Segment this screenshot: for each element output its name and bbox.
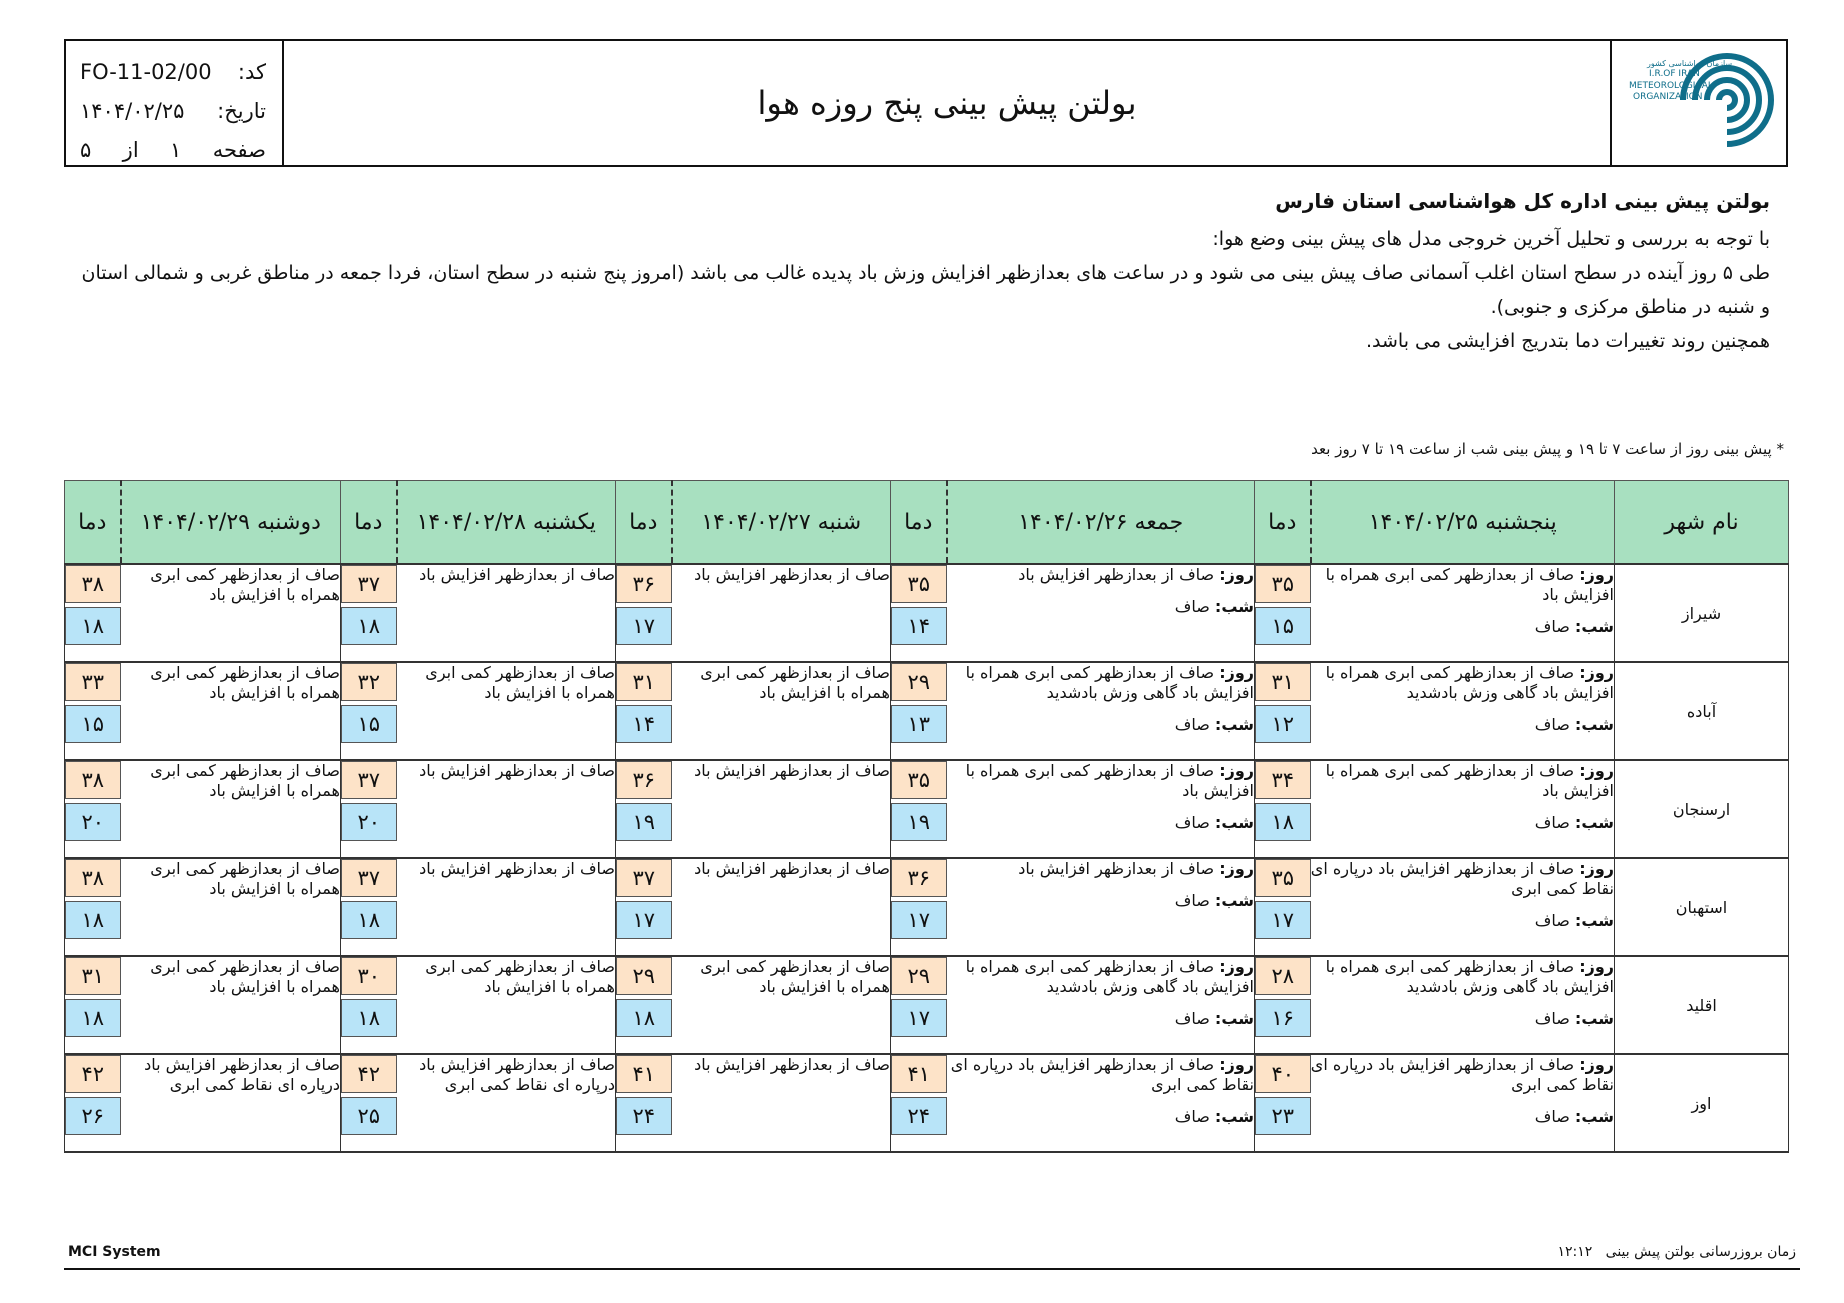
night-forecast bbox=[947, 891, 1255, 911]
max-temp: ۳۸ bbox=[65, 859, 121, 897]
forecast-text: صاف از بعدازظهر افزایش باد درپاره ای نقاط کمی ابری bbox=[121, 1054, 341, 1152]
forecast-time-note: * پیش بینی روز از ساعت ۷ تا ۱۹ و پیش بینی شب از ساعت ۱۹ تا ۷ روز بعد bbox=[1311, 440, 1784, 458]
logo-text-iran: I.R.OF IRAN bbox=[1649, 69, 1700, 79]
table-row bbox=[65, 662, 1789, 760]
date-label: تاریخ: bbox=[217, 99, 266, 123]
night-label: شب: bbox=[1214, 891, 1254, 910]
max-temp: ۳۰ bbox=[341, 957, 397, 995]
temp-cell bbox=[891, 1054, 947, 1152]
temp-cell bbox=[341, 564, 397, 662]
min-temp: ۱۷ bbox=[1255, 901, 1311, 939]
min-temp: ۱۸ bbox=[341, 607, 397, 645]
night-label: شب: bbox=[1214, 1107, 1254, 1126]
code-value: FO-11-02/00 bbox=[80, 60, 212, 84]
day-forecast bbox=[947, 761, 1255, 801]
min-temp: ۱۹ bbox=[891, 803, 947, 841]
max-temp: ۳۵ bbox=[891, 761, 947, 799]
day-forecast bbox=[947, 565, 1255, 585]
table-row bbox=[65, 1054, 1789, 1152]
night-label: شب: bbox=[1214, 813, 1254, 832]
forecast-text: صاف از بعدازظهر کمی ابری همراه با افزایش باد bbox=[121, 760, 341, 858]
day-night-forecast bbox=[1311, 1054, 1615, 1152]
day-forecast bbox=[1311, 1055, 1615, 1095]
max-temp: ۲۹ bbox=[891, 957, 947, 995]
max-temp: ۴۲ bbox=[65, 1055, 121, 1093]
night-forecast-text: صاف bbox=[1534, 617, 1570, 636]
min-temp: ۱۸ bbox=[616, 999, 672, 1037]
max-temp: ۳۵ bbox=[1255, 859, 1311, 897]
forecast-text: صاف از بعدازظهر افزایش باد bbox=[397, 858, 616, 956]
temp-cell bbox=[891, 956, 947, 1054]
forecast-text: صاف از بعدازظهر کمی ابری همراه با افزایش باد bbox=[672, 662, 891, 760]
temp-header: دما bbox=[616, 481, 672, 565]
city-name: اوز bbox=[1615, 1054, 1789, 1152]
page-number: ۱ bbox=[170, 138, 182, 162]
forecast-text: صاف از بعدازظهر افزایش باد درپاره ای نقاط کمی ابری bbox=[397, 1054, 616, 1152]
temp-cell bbox=[1255, 760, 1311, 858]
forecast-text: صاف از بعدازظهر کمی ابری همراه با افزایش باد bbox=[121, 858, 341, 956]
temp-cell bbox=[616, 858, 672, 956]
forecast-text: صاف از بعدازظهر افزایش باد bbox=[672, 760, 891, 858]
temp-header: دما bbox=[65, 481, 121, 565]
day-forecast-text: صاف از بعدازظهر کمی ابری همراه با افزایش باد گاهی وزش بادشدید bbox=[1325, 957, 1614, 996]
temp-cell bbox=[65, 956, 121, 1054]
min-temp: ۱۸ bbox=[341, 901, 397, 939]
city-name: استهبان bbox=[1615, 858, 1789, 956]
night-label: شب: bbox=[1574, 617, 1614, 636]
max-temp: ۳۸ bbox=[65, 761, 121, 799]
min-temp: ۱۸ bbox=[341, 999, 397, 1037]
day-label: روز: bbox=[1219, 663, 1254, 682]
night-label: شب: bbox=[1574, 1107, 1614, 1126]
summary-heading: بولتن پیش بینی اداره کل هواشناسی استان فارس bbox=[1275, 189, 1770, 213]
table-row bbox=[65, 564, 1789, 662]
max-temp: ۳۷ bbox=[341, 859, 397, 897]
logo-text-meteorological: METEOROLOGICAL bbox=[1629, 81, 1713, 91]
night-forecast-text: صاف bbox=[1534, 715, 1570, 734]
summary-line-1: با توجه به بررسی و تحلیل آخرین خروجی مدل های پیش بینی وضع هوا: bbox=[1212, 228, 1770, 250]
temp-cell bbox=[341, 662, 397, 760]
day-label: روز: bbox=[1579, 859, 1614, 878]
max-temp: ۳۳ bbox=[65, 663, 121, 701]
bulletin-header bbox=[64, 39, 1788, 167]
min-temp: ۱۵ bbox=[341, 705, 397, 743]
min-temp: ۱۴ bbox=[616, 705, 672, 743]
day-forecast-text: صاف از بعدازظهر کمی ابری همراه با افزایش باد گاهی وزش بادشدید bbox=[965, 957, 1254, 996]
temp-cell bbox=[891, 760, 947, 858]
day-forecast-text: صاف از بعدازظهر افزایش باد درپاره ای نقاط کمی ابری bbox=[950, 1055, 1254, 1094]
min-temp: ۱۵ bbox=[65, 705, 121, 743]
max-temp: ۲۹ bbox=[616, 957, 672, 995]
temp-cell bbox=[1255, 1054, 1311, 1152]
max-temp: ۴۲ bbox=[341, 1055, 397, 1093]
forecast-text: صاف از بعدازظهر کمی ابری همراه با افزایش باد bbox=[397, 956, 616, 1054]
day-night-forecast bbox=[1311, 760, 1615, 858]
day-label: روز: bbox=[1219, 859, 1254, 878]
day-forecast bbox=[947, 663, 1255, 703]
temp-cell bbox=[1255, 564, 1311, 662]
night-label: شب: bbox=[1214, 715, 1254, 734]
day-night-forecast bbox=[1311, 956, 1615, 1054]
page-label: صفحه bbox=[212, 138, 266, 162]
document-code-box bbox=[66, 41, 284, 165]
min-temp: ۲۶ bbox=[65, 1097, 121, 1135]
min-temp: ۱۲ bbox=[1255, 705, 1311, 743]
day-forecast bbox=[947, 1055, 1255, 1095]
logo-text-organization: ORGANIZATION bbox=[1633, 92, 1703, 102]
day-label: روز: bbox=[1219, 957, 1254, 976]
temp-cell bbox=[65, 662, 121, 760]
temp-cell bbox=[341, 1054, 397, 1152]
night-label: شب: bbox=[1574, 911, 1614, 930]
day-night-forecast bbox=[947, 662, 1255, 760]
night-forecast bbox=[1311, 715, 1615, 735]
night-forecast bbox=[1311, 617, 1615, 637]
day-header-5: دوشنبه ۱۴۰۴/۰۲/۲۹ bbox=[121, 481, 341, 565]
temp-cell bbox=[341, 956, 397, 1054]
day-label: روز: bbox=[1579, 1055, 1614, 1074]
min-temp: ۲۰ bbox=[65, 803, 121, 841]
table-row bbox=[65, 956, 1789, 1054]
night-forecast-text: صاف bbox=[1174, 891, 1210, 910]
min-temp: ۲۵ bbox=[341, 1097, 397, 1135]
temp-header: دما bbox=[341, 481, 397, 565]
temp-cell bbox=[891, 858, 947, 956]
night-forecast bbox=[1311, 911, 1615, 931]
city-name: شیراز bbox=[1615, 564, 1789, 662]
day-header-1: پنجشنبه ۱۴۰۴/۰۲/۲۵ bbox=[1311, 481, 1615, 565]
max-temp: ۳۵ bbox=[891, 565, 947, 603]
min-temp: ۱۷ bbox=[616, 607, 672, 645]
forecast-text: صاف از بعدازظهر کمی ابری همراه با افزایش باد bbox=[397, 662, 616, 760]
update-time-info bbox=[1558, 1244, 1797, 1260]
night-forecast-text: صاف bbox=[1174, 813, 1210, 832]
day-forecast-text: صاف از بعدازظهر کمی ابری همراه با افزایش باد گاهی وزش بادشدید bbox=[965, 663, 1254, 702]
day-forecast-text: صاف از بعدازظهر کمی ابری همراه با افزایش باد bbox=[965, 761, 1254, 800]
night-forecast bbox=[947, 1009, 1255, 1029]
day-forecast bbox=[1311, 761, 1615, 801]
max-temp: ۳۶ bbox=[891, 859, 947, 897]
night-forecast-text: صاف bbox=[1174, 597, 1210, 616]
day-forecast-text: صاف از بعدازظهر کمی ابری همراه با افزایش باد bbox=[1325, 565, 1614, 604]
temp-cell bbox=[616, 1054, 672, 1152]
day-night-forecast bbox=[947, 956, 1255, 1054]
temp-cell bbox=[1255, 662, 1311, 760]
summary-line-2: طی ۵ روز آینده در سطح استان اغلب آسمانی صاف پیش بینی می شود و در ساعت های بعدازظهر افزایش وزش باد پدیده غالب می باشد (امروز پنج شنبه در سطح استان، فردا جمعه در مناطق غربی و شمالی استان و شنبه در مناطق مرکزی و جنوبی). bbox=[81, 262, 1770, 318]
day-night-forecast bbox=[947, 858, 1255, 956]
day-label: روز: bbox=[1219, 1055, 1254, 1074]
temp-cell bbox=[65, 564, 121, 662]
temp-cell bbox=[1255, 858, 1311, 956]
day-night-forecast bbox=[947, 1054, 1255, 1152]
temp-cell bbox=[616, 662, 672, 760]
max-temp: ۲۸ bbox=[1255, 957, 1311, 995]
day-night-forecast bbox=[1311, 564, 1615, 662]
night-forecast bbox=[1311, 1009, 1615, 1029]
night-forecast-text: صاف bbox=[1534, 1009, 1570, 1028]
page-footer bbox=[64, 1240, 1800, 1270]
day-night-forecast bbox=[1311, 662, 1615, 760]
min-temp: ۱۷ bbox=[891, 901, 947, 939]
day-forecast bbox=[1311, 565, 1615, 605]
logo-text-fa: سازمان هواشناسی کشور bbox=[1647, 59, 1733, 68]
max-temp: ۳۷ bbox=[341, 565, 397, 603]
max-temp: ۳۱ bbox=[65, 957, 121, 995]
day-night-forecast bbox=[1311, 858, 1615, 956]
forecast-text: صاف از بعدازظهر افزایش باد bbox=[672, 1054, 891, 1152]
night-label: شب: bbox=[1214, 597, 1254, 616]
min-temp: ۱۵ bbox=[1255, 607, 1311, 645]
day-forecast-text: صاف از بعدازظهر افزایش باد bbox=[1018, 859, 1215, 878]
temp-cell bbox=[341, 858, 397, 956]
max-temp: ۳۷ bbox=[616, 859, 672, 897]
min-temp: ۱۸ bbox=[65, 901, 121, 939]
day-forecast-text: صاف از بعدازظهر افزایش باد درپاره ای نقاط کمی ابری bbox=[1310, 1055, 1614, 1094]
update-time: ۱۲:۱۲ bbox=[1557, 1244, 1593, 1260]
temp-header: دما bbox=[891, 481, 947, 565]
forecast-summary bbox=[70, 184, 1770, 358]
forecast-text: صاف از بعدازظهر افزایش باد bbox=[672, 858, 891, 956]
day-header-3: شنبه ۱۴۰۴/۰۲/۲۷ bbox=[672, 481, 891, 565]
night-forecast-text: صاف bbox=[1174, 1009, 1210, 1028]
night-forecast bbox=[947, 1107, 1255, 1127]
min-temp: ۱۷ bbox=[616, 901, 672, 939]
code-label: کد: bbox=[237, 60, 266, 84]
min-temp: ۲۰ bbox=[341, 803, 397, 841]
update-label: زمان بروزرسانی بولتن پیش بینی bbox=[1605, 1244, 1796, 1260]
table-header-row bbox=[65, 481, 1789, 565]
min-temp: ۱۷ bbox=[891, 999, 947, 1037]
max-temp: ۳۱ bbox=[616, 663, 672, 701]
page-of: از bbox=[122, 138, 139, 162]
bulletin-title: بولتن پیش بینی پنج روزه هوا bbox=[757, 84, 1137, 122]
min-temp: ۲۴ bbox=[616, 1097, 672, 1135]
day-label: روز: bbox=[1579, 957, 1614, 976]
forecast-table-body bbox=[65, 564, 1789, 1152]
max-temp: ۳۵ bbox=[1255, 565, 1311, 603]
summary-line-3: همچنین روند تغییرات دما بتدریج افزایشی می باشد. bbox=[1365, 330, 1770, 352]
min-temp: ۱۸ bbox=[65, 607, 121, 645]
night-forecast-text: صاف bbox=[1534, 813, 1570, 832]
day-forecast bbox=[1311, 859, 1615, 899]
day-night-forecast bbox=[947, 760, 1255, 858]
min-temp: ۱۸ bbox=[1255, 803, 1311, 841]
max-temp: ۴۰ bbox=[1255, 1055, 1311, 1093]
city-name: آباده bbox=[1615, 662, 1789, 760]
city-name: ارسنجان bbox=[1615, 760, 1789, 858]
max-temp: ۳۴ bbox=[1255, 761, 1311, 799]
min-temp: ۱۶ bbox=[1255, 999, 1311, 1037]
day-label: روز: bbox=[1579, 761, 1614, 780]
night-forecast bbox=[947, 597, 1255, 617]
min-temp: ۲۴ bbox=[891, 1097, 947, 1135]
max-temp: ۲۹ bbox=[891, 663, 947, 701]
page-total: ۵ bbox=[80, 138, 92, 162]
day-forecast-text: صاف از بعدازظهر افزایش باد bbox=[1018, 565, 1215, 584]
temp-cell bbox=[616, 956, 672, 1054]
table-row bbox=[65, 858, 1789, 956]
night-forecast-text: صاف bbox=[1534, 911, 1570, 930]
min-temp: ۱۴ bbox=[891, 607, 947, 645]
max-temp: ۳۶ bbox=[616, 761, 672, 799]
day-forecast bbox=[947, 859, 1255, 879]
min-temp: ۱۸ bbox=[65, 999, 121, 1037]
max-temp: ۴۱ bbox=[616, 1055, 672, 1093]
max-temp: ۳۶ bbox=[616, 565, 672, 603]
temp-cell bbox=[616, 564, 672, 662]
temp-cell bbox=[65, 858, 121, 956]
forecast-text: صاف از بعدازظهر افزایش باد bbox=[397, 564, 616, 662]
forecast-text: صاف از بعدازظهر کمی ابری همراه با افزایش باد bbox=[121, 662, 341, 760]
temp-cell bbox=[891, 564, 947, 662]
temp-cell bbox=[65, 1054, 121, 1152]
forecast-table bbox=[64, 480, 1789, 1153]
temp-header: دما bbox=[1255, 481, 1311, 565]
day-label: روز: bbox=[1219, 761, 1254, 780]
city-name: اقلید bbox=[1615, 956, 1789, 1054]
day-forecast bbox=[947, 957, 1255, 997]
day-forecast-text: صاف از بعدازظهر افزایش باد درپاره ای نقاط کمی ابری bbox=[1310, 859, 1614, 898]
day-forecast bbox=[1311, 957, 1615, 997]
night-forecast bbox=[1311, 1107, 1615, 1127]
max-temp: ۴۱ bbox=[891, 1055, 947, 1093]
day-header-2: جمعه ۱۴۰۴/۰۲/۲۶ bbox=[947, 481, 1255, 565]
day-night-forecast bbox=[947, 564, 1255, 662]
night-label: شب: bbox=[1214, 1009, 1254, 1028]
night-label: شب: bbox=[1574, 813, 1614, 832]
min-temp: ۱۳ bbox=[891, 705, 947, 743]
forecast-text: صاف از بعدازظهر کمی ابری همراه با افزایش باد bbox=[121, 564, 341, 662]
max-temp: ۳۱ bbox=[1255, 663, 1311, 701]
night-forecast-text: صاف bbox=[1174, 1107, 1210, 1126]
system-name: MCI System bbox=[68, 1244, 161, 1260]
max-temp: ۳۲ bbox=[341, 663, 397, 701]
night-forecast bbox=[947, 715, 1255, 735]
table-row bbox=[65, 760, 1789, 858]
temp-cell bbox=[1255, 956, 1311, 1054]
city-header: نام شهر bbox=[1615, 481, 1789, 565]
temp-cell bbox=[616, 760, 672, 858]
night-label: شب: bbox=[1574, 1009, 1614, 1028]
day-label: روز: bbox=[1579, 663, 1614, 682]
night-forecast-text: صاف bbox=[1534, 1107, 1570, 1126]
temp-cell bbox=[341, 760, 397, 858]
day-forecast-text: صاف از بعدازظهر کمی ابری همراه با افزایش باد bbox=[1325, 761, 1614, 800]
forecast-text: صاف از بعدازظهر کمی ابری همراه با افزایش باد bbox=[121, 956, 341, 1054]
night-forecast-text: صاف bbox=[1174, 715, 1210, 734]
date-value: ۱۴۰۴/۰۲/۲۵ bbox=[80, 99, 185, 123]
day-header-4: یکشنبه ۱۴۰۴/۰۲/۲۸ bbox=[397, 481, 616, 565]
night-forecast bbox=[947, 813, 1255, 833]
day-label: روز: bbox=[1579, 565, 1614, 584]
temp-cell bbox=[891, 662, 947, 760]
forecast-text: صاف از بعدازظهر افزایش باد bbox=[397, 760, 616, 858]
night-forecast bbox=[1311, 813, 1615, 833]
max-temp: ۳۷ bbox=[341, 761, 397, 799]
day-forecast-text: صاف از بعدازظهر کمی ابری همراه با افزایش باد گاهی وزش بادشدید bbox=[1325, 663, 1614, 702]
min-temp: ۱۹ bbox=[616, 803, 672, 841]
forecast-text: صاف از بعدازظهر افزایش باد bbox=[672, 564, 891, 662]
temp-cell bbox=[65, 760, 121, 858]
night-label: شب: bbox=[1574, 715, 1614, 734]
day-forecast bbox=[1311, 663, 1615, 703]
day-label: روز: bbox=[1219, 565, 1254, 584]
min-temp: ۲۳ bbox=[1255, 1097, 1311, 1135]
meteorological-organization-logo bbox=[1610, 41, 1786, 165]
forecast-text: صاف از بعدازظهر کمی ابری همراه با افزایش باد bbox=[672, 956, 891, 1054]
max-temp: ۳۸ bbox=[65, 565, 121, 603]
